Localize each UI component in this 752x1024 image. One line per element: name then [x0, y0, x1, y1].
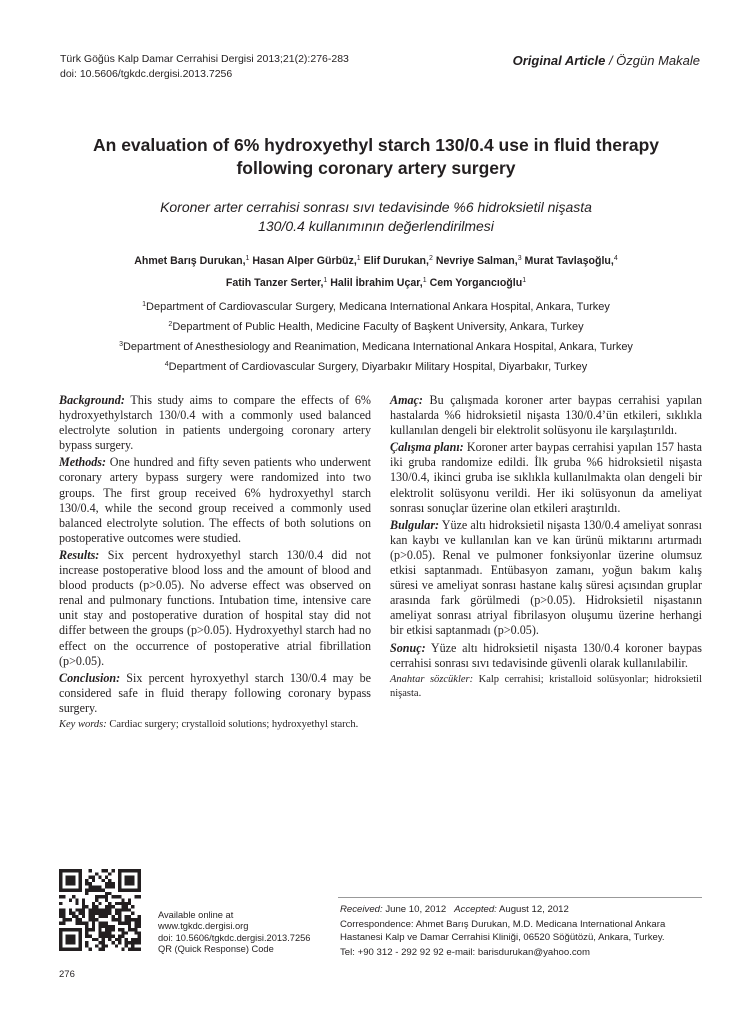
author-line-2	[60, 271, 692, 293]
article-title	[40, 134, 712, 180]
abstract-calisma-plani	[390, 440, 702, 515]
author-name: Halil İbrahim Uçar,	[330, 277, 423, 289]
author-affiliation-mark: 2	[428, 255, 433, 262]
author-name: Fatih Tanzer Serter,	[225, 277, 324, 289]
section-label: Çalışma planı:	[390, 440, 464, 455]
author-affiliation-mark: 1	[356, 255, 361, 262]
abstract-methods	[59, 455, 371, 546]
affiliation-item	[40, 296, 712, 316]
affiliation-number: 1	[142, 301, 147, 308]
section-text: Koroner arter baypas cerrahisi yapılan 157 hasta iki gruba randomize edildi. İlk gruba %6 hidroksietil nişasta 130/0.4, ikinci gruba ise sıklıkla kullanılmakta olan dengeli bir elektrolit solüsyonu verildi. Her iki solüsyonun da ameliyat sonrası sonuçlar üzerine olan etkileri araştırıldı.	[390, 440, 702, 515]
article-title-turkish	[40, 198, 712, 236]
affiliation-text: Department of Public Health, Medicine Faculty of Başkent University, Ankara, Turkey	[172, 321, 584, 333]
author-affiliation-mark: 4	[613, 255, 618, 262]
available-doi: doi: 10.5606/tgkdc.dergisi.2013.7256	[158, 932, 311, 943]
affiliation-number: 2	[168, 321, 173, 328]
correspondence: Correspondence: Ahmet Barış Durukan, M.D. Medicana International Ankara Hastanesi Kalp ve Damar Cerrahisi Kliniği, 06520 Söğütözü, Ankara, Turkey.	[340, 919, 666, 943]
section-text: Yüze altı hidroksietil nişasta 130/0.4 koroner baypas cerrahisi sonrası sıvı tedavisinde güvenli olarak kullanılabilir.	[390, 640, 702, 670]
title-tr-line-2: 130/0.4 kullanımının değerlendirilmesi	[258, 218, 494, 234]
author-affiliation-mark: 1	[245, 255, 250, 262]
keywords-label: Anahtar sözcükler:	[390, 673, 474, 685]
section-label: Amaç:	[390, 393, 423, 407]
section-label: Background:	[59, 393, 125, 407]
section-label: Bulgular:	[390, 517, 440, 532]
online-availability	[158, 910, 310, 955]
affiliation-item	[40, 336, 712, 356]
abstract-sonuc	[390, 641, 702, 671]
abstract-conclusion	[59, 671, 371, 716]
section-label: Sonuç:	[390, 640, 426, 655]
section-label: Results:	[59, 547, 100, 562]
abstract-english	[59, 393, 371, 732]
title-line-2: following coronary artery surgery	[236, 158, 516, 178]
article-type	[513, 53, 700, 68]
author-name: Murat Tavlaşoğlu,	[524, 255, 614, 267]
journal-reference	[60, 52, 349, 82]
received-accepted-dates	[340, 903, 569, 916]
affiliation-text: Department of Cardiovascular Surgery, Diyarbakır Military Hospital, Diyarbakır, Turkey	[168, 361, 588, 373]
section-label: Methods:	[59, 455, 107, 470]
keywords-label: Key words:	[59, 718, 107, 730]
website-link[interactable]: www.tgkdc.dergisi.org	[158, 921, 249, 932]
author-affiliation-mark: 1	[323, 277, 328, 284]
affiliation-text: Department of Anesthesiology and Reanimation, Medicana International Ankara Hospital, Ankara, Turkey	[122, 341, 633, 353]
author-name: Nevriye Salman,	[435, 255, 518, 267]
affiliation-item	[40, 356, 712, 376]
article-type-separator: /	[605, 53, 617, 68]
footer-divider	[338, 897, 702, 898]
section-text: This study aims to compare the effects of 6% hydroxyethylstarch 130/0.4 with a commonly used balanced electrolyte solution in patients undergoing coronary artery bypass surgery.	[59, 393, 371, 453]
received-label: Received:	[340, 904, 383, 915]
keywords-turkish	[390, 673, 702, 701]
affiliation-number: 4	[164, 361, 169, 368]
section-label: Conclusion:	[59, 670, 121, 685]
author-name: Hasan Alper Gürbüz,	[252, 255, 357, 267]
keywords-text: Kalp cerrahisi; kristalloid solüsyonlar; hidroksietil nişasta.	[390, 673, 702, 699]
author-affiliation-mark: 1	[422, 277, 427, 284]
affiliation-item	[40, 316, 712, 336]
abstract-results	[59, 548, 371, 669]
section-text: Bu çalışmada koroner arter baypas cerrahisi yapılan hastalarda %6 hidroksietil nişasta 130/0.4’ün etkileri, sıklıkla kullanılan dengeli bir elektrolit solüsyonu ile karşılaştırıldı.	[390, 393, 702, 438]
keywords-text: Cardiac surgery; crystalloid solutions; hydroxyethyl starch.	[106, 718, 359, 730]
affiliation-number: 3	[119, 341, 123, 348]
affiliation-list	[40, 296, 712, 376]
abstract-bulgular	[390, 518, 702, 639]
author-name: Ahmet Barış Durukan,	[134, 255, 246, 267]
author-affiliation-mark: 3	[517, 255, 522, 262]
section-text: Six percent hydroxyethyl starch 130/0.4 did not increase postoperative blood loss and the amount of blood and blood products (p>0.05). No adverse effect was observed on renal and pulmonary functions. Intubation time, intensive care unit stay and postoperative duration of hospital stay did not differ between the groups (p>0.05). Hydroxyethyl starch had no effect on the occurrence of postoperative atrial fibrillation (p>0.05).	[59, 547, 371, 668]
received-date: June 10, 2012	[382, 904, 447, 915]
accepted-label: Accepted:	[454, 904, 497, 915]
qr-caption: QR (Quick Response) Code	[158, 943, 274, 954]
author-name: Elif Durukan,	[363, 255, 429, 267]
doi-line: doi: 10.5606/tgkdc.dergisi.2013.7256	[60, 68, 233, 80]
article-type-en: Original Article	[512, 53, 606, 68]
available-line: Available online at	[158, 910, 234, 920]
accepted-date: August 12, 2012	[496, 904, 569, 915]
section-text: Yüze altı hidroksietil nişasta 130/0.4 ameliyat sonrası kan kaybı ve kullanılan kan ve kan ürünü miktarını artırmadı (p>0.05). Renal ve pulmoner fonksiyonlar üzerine olumsuz etkisi saptanmadı. Entübasyon zamanı, yoğun bakım kalış süresi ve ameliyat sonrası hastane kalış süresi açısından gruplar arasında fark görülmedi (p>0.05). Hidroksietil nişastanın ameliyat sonrası atriyal fibrilasyon oluşumu üzerine herhangi bir etkisi saptanmadı (p>0.05).	[390, 517, 702, 638]
author-line-1	[60, 249, 692, 271]
qr-code-icon	[59, 869, 141, 951]
page-number: 276	[59, 969, 75, 980]
keywords-english	[59, 718, 371, 732]
section-text: One hundred and fifty seven patients who underwent coronary artery bypass surgery were randomized into two groups. The first group received 6% hydroxyethyl starch 130/0.4, while the second group received a commonly used balanced electrolyte solution. The effects of both solutions on postoperative outcomes were studied.	[59, 455, 371, 545]
author-affiliation-mark: 1	[522, 277, 527, 284]
journal-citation: Türk Göğüs Kalp Damar Cerrahisi Dergisi 2013;21(2):276-283	[60, 53, 349, 65]
author-name: Cem Yorgancıoğlu	[429, 277, 523, 289]
title-tr-line-1: Koroner arter cerrahisi sonrası sıvı tedavisinde %6 hidroksietil nişasta	[160, 199, 592, 215]
contact-info: Tel: +90 312 - 292 92 92 e-mail: barisdurukan@yahoo.com	[340, 947, 590, 958]
affiliation-text: Department of Cardiovascular Surgery, Medicana International Ankara Hospital, Ankara, Turkey	[146, 301, 610, 313]
author-list	[60, 249, 692, 293]
abstract-turkish	[390, 393, 702, 701]
abstract-amac	[390, 393, 702, 438]
article-type-tr: Özgün Makale	[616, 53, 700, 68]
title-line-1: An evaluation of 6% hydroxyethyl starch 130/0.4 use in fluid therapy	[93, 135, 659, 155]
abstract-background	[59, 393, 371, 453]
section-text: Six percent hyroxyethyl starch 130/0.4 may be considered safe in fluid therapy following coronary bypass surgery.	[59, 670, 371, 715]
